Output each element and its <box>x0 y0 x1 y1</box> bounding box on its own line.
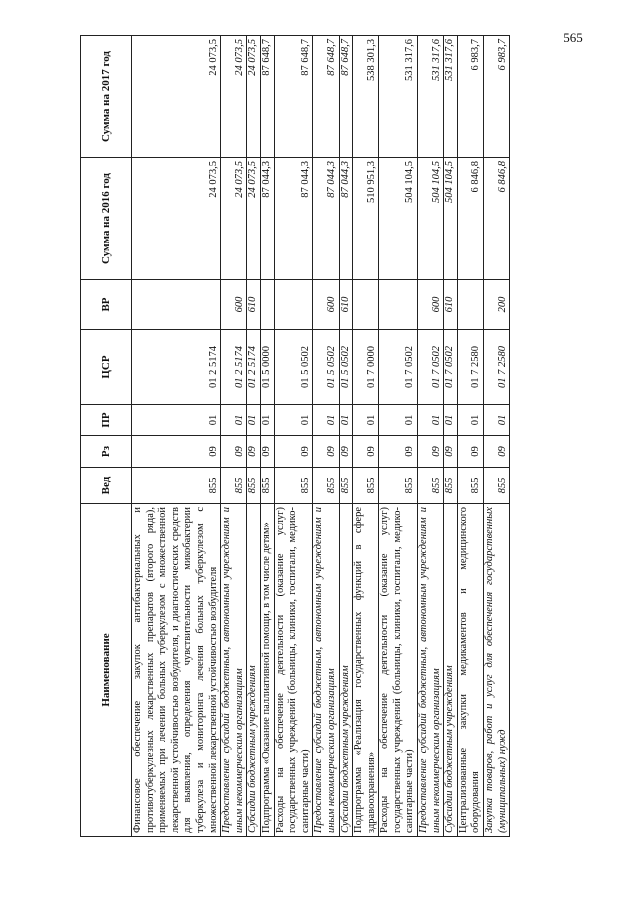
row-sum-2016: 24 073,5 <box>221 158 247 280</box>
row-sum-2016: 87 044,3 <box>313 158 339 280</box>
row-pr: 01 <box>313 405 339 436</box>
row-sum-2016: 87 044,3 <box>274 158 313 280</box>
row-ved: 855 <box>444 468 458 504</box>
row-sum-2016: 6 846,8 <box>484 158 510 280</box>
header-csr: ЦСР <box>81 330 132 405</box>
table-row <box>132 36 221 837</box>
row-sum-2017: 531 317,6 <box>418 36 444 158</box>
row-csr: 01 7 0502 <box>418 330 444 405</box>
row-csr: 01 7 0000 <box>353 330 379 405</box>
row-sum-2016: 87 044,3 <box>260 158 274 280</box>
row-csr: 01 2 5174 <box>221 330 247 405</box>
row-csr: 01 2 5174 <box>247 330 261 405</box>
row-name: Предоставление субсидий бюджетным, автономным учреждениям и иным некоммерческим организациям <box>313 504 339 837</box>
row-vr: 610 <box>339 280 353 330</box>
row-sum-2016: 510 951,3 <box>353 158 379 280</box>
row-sum-2017: 531 317,6 <box>379 36 418 158</box>
row-csr: 01 7 2580 <box>484 330 510 405</box>
page-number: 565 <box>563 30 583 45</box>
row-name: Расходы на обеспечение деятельности (оказание услуг) государственных учреждений (больницы, клиники, госпитали, медико-санитарные части) <box>379 504 418 837</box>
row-rz: 09 <box>274 436 313 468</box>
row-name: Подпрограмма «Оказание паллиативной помощи, в том числе детям» <box>260 504 274 837</box>
row-pr: 01 <box>457 405 483 436</box>
header-name: Наименование <box>81 504 132 837</box>
row-vr <box>379 280 418 330</box>
row-sum-2017: 87 648,7 <box>260 36 274 158</box>
row-csr: 01 7 0502 <box>444 330 458 405</box>
row-rz: 09 <box>313 436 339 468</box>
budget-table <box>80 35 510 837</box>
row-ved: 855 <box>339 468 353 504</box>
row-ved: 855 <box>379 468 418 504</box>
row-rz: 09 <box>444 436 458 468</box>
row-name: Централизованные закупки медикаментов и медицинского оборудования <box>457 504 483 837</box>
row-name: Предоставление субсидий бюджетным, автономным учреждениям и иным некоммерческим организациям <box>418 504 444 837</box>
row-csr: 01 5 0502 <box>313 330 339 405</box>
row-sum-2017: 6 983,7 <box>484 36 510 158</box>
row-rz: 09 <box>353 436 379 468</box>
row-vr: 610 <box>247 280 261 330</box>
row-ved: 855 <box>457 468 483 504</box>
table-row <box>418 36 444 837</box>
row-name: Субсидии бюджетным учреждениям <box>247 504 261 837</box>
row-rz: 09 <box>247 436 261 468</box>
row-name: Субсидии бюджетным учреждениям <box>339 504 353 837</box>
row-name: Закупка товаров, работ и услуг для обеспечения государственных (муниципальных) нужд <box>484 504 510 837</box>
row-vr <box>457 280 483 330</box>
row-name: Субсидии бюджетным учреждениям <box>444 504 458 837</box>
row-sum-2016: 87 044,3 <box>339 158 353 280</box>
row-csr: 01 5 0502 <box>339 330 353 405</box>
row-pr: 01 <box>339 405 353 436</box>
table-row <box>457 36 483 837</box>
row-vr <box>260 280 274 330</box>
row-sum-2017: 531 317,6 <box>444 36 458 158</box>
row-csr: 01 7 0502 <box>379 330 418 405</box>
row-csr: 01 2 5174 <box>132 330 221 405</box>
table-row <box>484 36 510 837</box>
row-sum-2016: 24 073,5 <box>132 158 221 280</box>
row-vr: 600 <box>418 280 444 330</box>
row-pr: 01 <box>418 405 444 436</box>
row-pr: 01 <box>379 405 418 436</box>
row-sum-2016: 504 104,5 <box>444 158 458 280</box>
row-sum-2017: 87 648,7 <box>274 36 313 158</box>
row-sum-2017: 87 648,7 <box>339 36 353 158</box>
row-ved: 855 <box>247 468 261 504</box>
row-vr: 610 <box>444 280 458 330</box>
row-vr <box>132 280 221 330</box>
row-vr <box>274 280 313 330</box>
row-pr: 01 <box>444 405 458 436</box>
row-name: Подпрограмма «Реализация государственных функций в сфере здравоохранения» <box>353 504 379 837</box>
row-sum-2017: 538 301,3 <box>353 36 379 158</box>
row-pr: 01 <box>247 405 261 436</box>
table-row <box>221 36 247 837</box>
row-rz: 09 <box>418 436 444 468</box>
row-csr: 01 5 0502 <box>274 330 313 405</box>
header-sum-2017: Сумма на 2017 год <box>81 36 132 158</box>
row-name: Предоставление субсидий бюджетным, автономным учреждениям и иным некоммерческим организациям <box>221 504 247 837</box>
row-ved: 855 <box>313 468 339 504</box>
row-rz: 09 <box>484 436 510 468</box>
row-sum-2017: 24 073,5 <box>221 36 247 158</box>
row-rz: 09 <box>132 436 221 468</box>
header-pr: ПР <box>81 405 132 436</box>
row-name: Финансовое обеспечение закупок антибактериальных и противотуберкулезных лекарственных препаратов (второго ряда), применяемых при лечении больных туберкулезом с множественной лекарственной устойчивостью возбудителя, и диагностических средств для выявления, определения чувствительности микобактерии туберкулеза и мониторинга лечения больных туберкулезом с множественной лекарственной устойчивостью возбудителя <box>132 504 221 837</box>
row-pr: 01 <box>221 405 247 436</box>
table-row <box>274 36 313 837</box>
row-vr <box>353 280 379 330</box>
row-csr: 01 7 2580 <box>457 330 483 405</box>
table-row <box>379 36 418 837</box>
row-rz: 09 <box>457 436 483 468</box>
header-rz: Рз <box>81 436 132 468</box>
row-sum-2016: 504 104,5 <box>379 158 418 280</box>
row-ved: 855 <box>353 468 379 504</box>
table-row <box>247 36 261 837</box>
row-pr: 01 <box>132 405 221 436</box>
row-rz: 09 <box>379 436 418 468</box>
row-ved: 855 <box>221 468 247 504</box>
table-row <box>444 36 458 837</box>
row-ved: 855 <box>132 468 221 504</box>
row-rz: 09 <box>260 436 274 468</box>
row-ved: 855 <box>484 468 510 504</box>
row-sum-2017: 24 073,5 <box>247 36 261 158</box>
row-pr: 01 <box>274 405 313 436</box>
table-row <box>313 36 339 837</box>
row-ved: 855 <box>274 468 313 504</box>
row-sum-2017: 24 073,5 <box>132 36 221 158</box>
header-ved: Вед <box>81 468 132 504</box>
table-row <box>260 36 274 837</box>
row-pr: 01 <box>353 405 379 436</box>
row-sum-2016: 24 073,5 <box>247 158 261 280</box>
row-sum-2017: 87 648,7 <box>313 36 339 158</box>
row-ved: 855 <box>418 468 444 504</box>
row-rz: 09 <box>221 436 247 468</box>
table-row <box>353 36 379 837</box>
table-header-row <box>81 36 132 837</box>
row-rz: 09 <box>339 436 353 468</box>
row-vr: 600 <box>313 280 339 330</box>
rotated-page-content <box>80 36 624 837</box>
row-pr: 01 <box>260 405 274 436</box>
row-csr: 01 5 0000 <box>260 330 274 405</box>
header-sum-2016: Сумма на 2016 год <box>81 158 132 280</box>
row-sum-2017: 6 983,7 <box>457 36 483 158</box>
row-sum-2016: 6 846,8 <box>457 158 483 280</box>
row-pr: 01 <box>484 405 510 436</box>
row-vr: 200 <box>484 280 510 330</box>
header-vr: ВР <box>81 280 132 330</box>
row-name: Расходы на обеспечение деятельности (оказание услуг) государственных учреждений (больницы, клиники, госпитали, медико-санитарные части) <box>274 504 313 837</box>
row-ved: 855 <box>260 468 274 504</box>
row-sum-2016: 504 104,5 <box>418 158 444 280</box>
row-vr: 600 <box>221 280 247 330</box>
table-row <box>339 36 353 837</box>
